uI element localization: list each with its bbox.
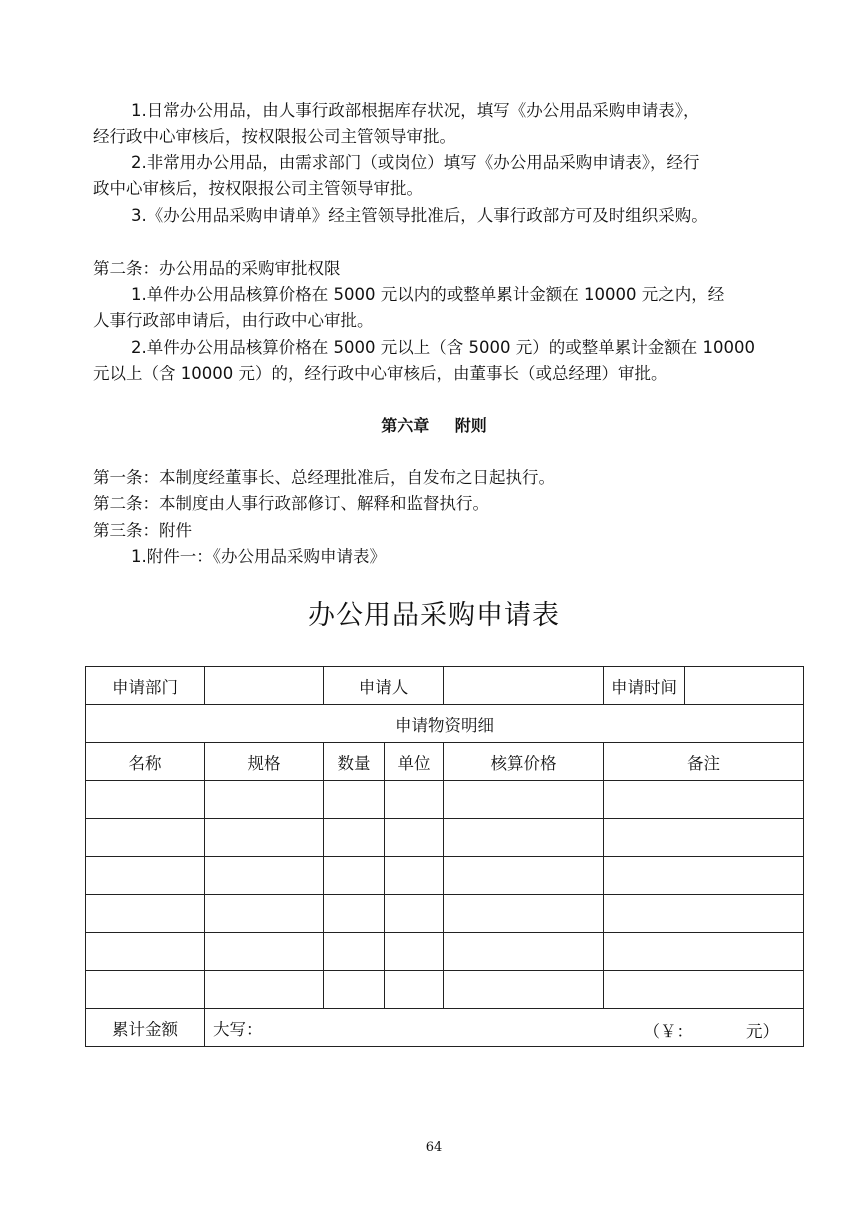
table-row (86, 819, 804, 857)
table-row (86, 971, 804, 1009)
paragraph: 3.《办公用品采购申请单》经主管领导批准后，人事行政部方可及时组织采购。 (131, 206, 708, 225)
cell[interactable] (385, 819, 444, 857)
paragraph: 1.单件办公用品核算价格在 5000 元以内的或整单累计金额在 10000 元之内，经 (131, 285, 725, 304)
cell[interactable] (444, 781, 604, 819)
paragraph: 政中心审核后，按权限报公司主管领导审批。 (93, 179, 423, 198)
applicant-label: 申请人 (324, 667, 444, 705)
cell[interactable] (604, 933, 804, 971)
cell[interactable] (385, 857, 444, 895)
paragraph: 元以上（含 10000 元）的，经行政中心审核后，由董事长（或总经理）审批。 (93, 364, 668, 383)
paragraph: 2.非常用办公用品，由需求部门（或岗位）填写《办公用品采购申请表》，经行 (131, 153, 700, 172)
cell[interactable] (444, 857, 604, 895)
column-header: 规格 (205, 743, 324, 781)
paragraph: 1.日常办公用品，由人事行政部根据库存状况，填写《办公用品采购申请表》， (131, 101, 700, 120)
table-row (86, 895, 804, 933)
cell[interactable] (324, 971, 385, 1009)
paragraph: 经行政中心审核后，按权限报公司主管领导审批。 (93, 127, 456, 146)
cell[interactable] (205, 857, 324, 895)
chapter-name: 附则 (454, 416, 487, 435)
column-header: 核算价格 (444, 743, 604, 781)
cell[interactable] (604, 819, 804, 857)
dept-label: 申请部门 (86, 667, 205, 705)
cell[interactable] (86, 781, 205, 819)
attachment-item: 1.附件一：《办公用品采购申请表》 (131, 547, 386, 566)
cell[interactable] (385, 895, 444, 933)
yuan-label: 元） (746, 1022, 779, 1041)
cell[interactable] (86, 933, 205, 971)
column-header: 单位 (385, 743, 444, 781)
cell[interactable] (324, 933, 385, 971)
time-field[interactable] (685, 667, 804, 705)
total-amount-field[interactable] (205, 1009, 804, 1047)
column-header: 备注 (604, 743, 804, 781)
cell[interactable] (86, 857, 205, 895)
page-number: 64 (425, 1140, 443, 1155)
cell[interactable] (604, 781, 804, 819)
article-heading: 第二条：办公用品的采购审批权限 (93, 259, 341, 278)
table-row (86, 933, 804, 971)
detail-header: 申请物资明细 (86, 705, 804, 743)
column-header: 数量 (324, 743, 385, 781)
chapter-heading (0, 413, 868, 436)
cell[interactable] (324, 895, 385, 933)
cell[interactable] (324, 819, 385, 857)
cell[interactable] (324, 781, 385, 819)
cell[interactable] (385, 933, 444, 971)
cell[interactable] (444, 819, 604, 857)
purchase-request-form (85, 666, 804, 1047)
article: 第二条：本制度由人事行政部修订、解释和监督执行。 (93, 494, 489, 513)
article: 第三条：附件 (93, 521, 192, 540)
cell[interactable] (444, 933, 604, 971)
applicant-field[interactable] (444, 667, 604, 705)
cell[interactable] (205, 895, 324, 933)
time-label: 申请时间 (604, 667, 685, 705)
cell[interactable] (385, 781, 444, 819)
chapter-number: 第六章 (381, 416, 430, 435)
form-title: 办公用品采购申请表 (308, 600, 560, 631)
table-row (86, 857, 804, 895)
cell[interactable] (385, 971, 444, 1009)
table-row (86, 781, 804, 819)
cell[interactable] (444, 971, 604, 1009)
cell[interactable] (205, 819, 324, 857)
cell[interactable] (86, 971, 205, 1009)
cell[interactable] (205, 971, 324, 1009)
cell[interactable] (205, 781, 324, 819)
cell[interactable] (604, 895, 804, 933)
paragraph: 2.单件办公用品核算价格在 5000 元以上（含 5000 元）的或整单累计金额在 10000 (131, 338, 755, 357)
total-label: 累计金额 (86, 1009, 205, 1047)
cell[interactable] (86, 819, 205, 857)
article: 第一条：本制度经董事长、总经理批准后，自发布之日起执行。 (93, 468, 555, 487)
dept-field[interactable] (205, 667, 324, 705)
paragraph: 人事行政部申请后，由行政中心审批。 (93, 311, 374, 330)
cell[interactable] (205, 933, 324, 971)
cell[interactable] (324, 857, 385, 895)
cell[interactable] (444, 895, 604, 933)
uppercase-label: 大写： (213, 1019, 263, 1039)
cell[interactable] (604, 971, 804, 1009)
yen-label: （￥： (643, 1022, 693, 1041)
cell[interactable] (86, 895, 205, 933)
cell[interactable] (604, 857, 804, 895)
column-header: 名称 (86, 743, 205, 781)
